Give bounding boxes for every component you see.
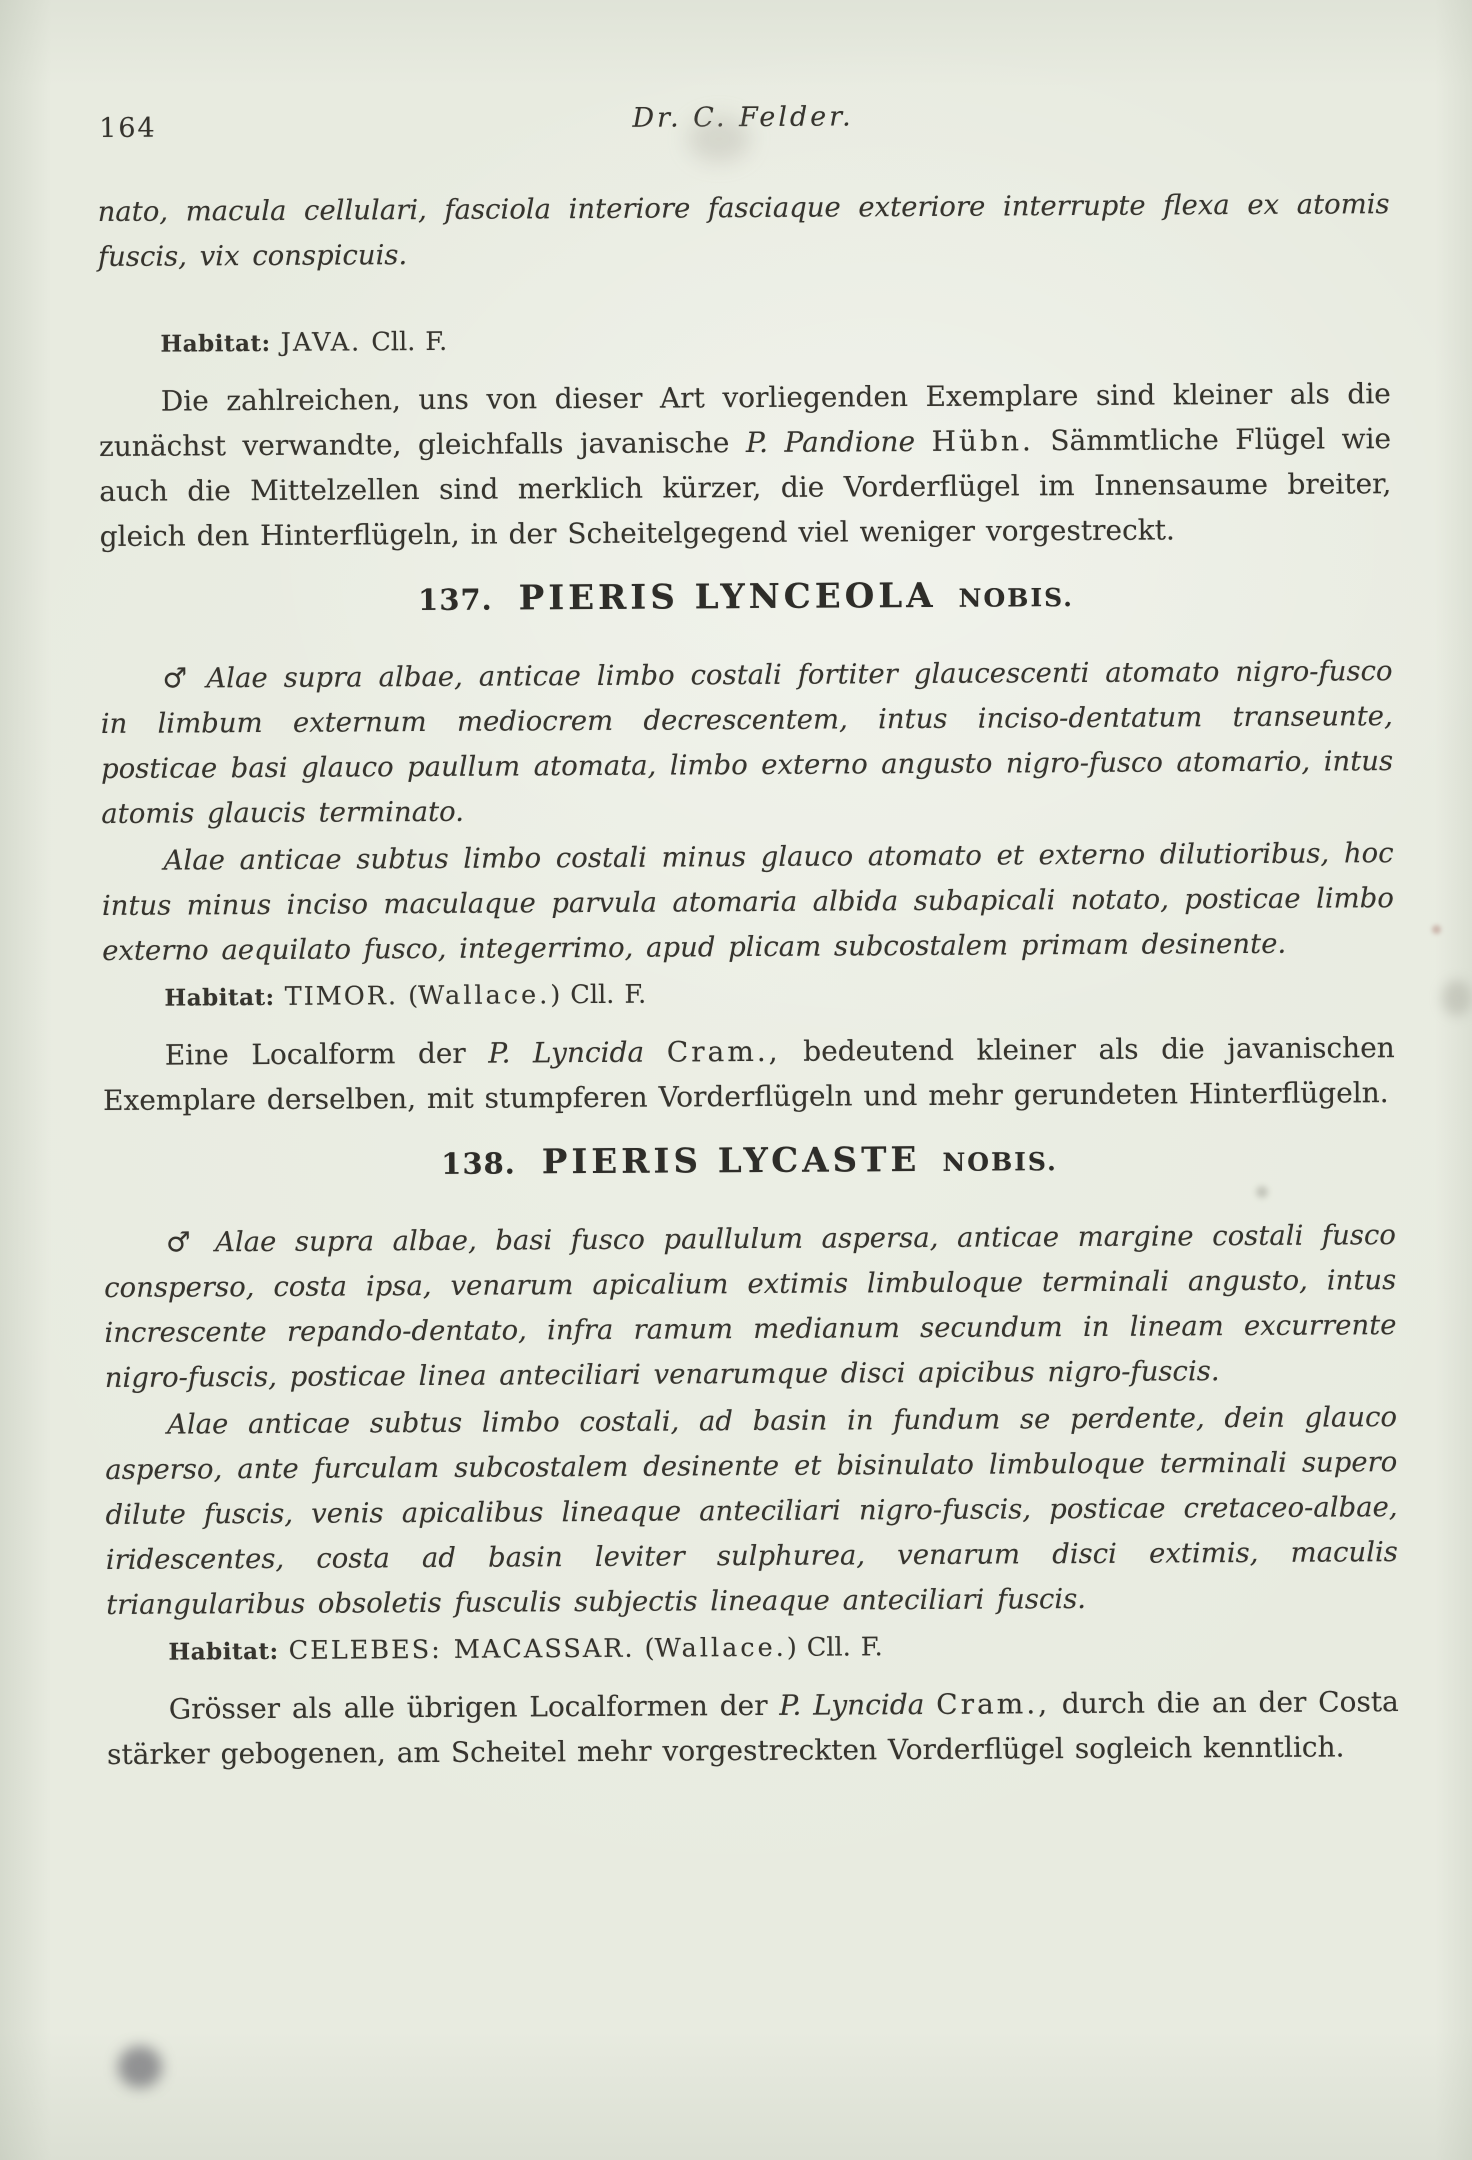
text-segment — [274, 982, 284, 1012]
page-body — [98, 182, 1400, 1777]
text-segment — [644, 1036, 667, 1069]
paper-spot — [1442, 980, 1472, 1016]
text-segment: Cram., — [936, 1687, 1051, 1721]
paper-spot — [1256, 1186, 1268, 1198]
text-segment: P. Pandione — [745, 425, 916, 460]
heading-author: NOBIS. — [942, 1147, 1058, 1177]
text-segment: Cll. F. — [361, 326, 448, 358]
heading-number: 137. — [417, 582, 493, 618]
text-segment: JAVA. — [280, 327, 362, 358]
habitat-line-timor — [164, 972, 1394, 1017]
text-segment: ) Cll. F. — [550, 979, 647, 1011]
text-segment: Habitat: — [168, 1637, 279, 1666]
heading-number: 138. — [441, 1146, 516, 1181]
text-segment: nato, macula cellulari, fasciola interiore fasciaque exteriore interrupte flexa ex atomis fuscis, vix conspicuis. — [97, 188, 1390, 273]
page-number: 164 — [99, 112, 157, 144]
paragraph-latin-diagnosis — [104, 1213, 1397, 1401]
text-segment: CELEBES: MACASSAR. — [288, 1633, 635, 1666]
text-segment — [270, 328, 280, 358]
text-segment: Eine Localform der — [164, 1036, 489, 1072]
text-segment — [915, 425, 932, 458]
running-head-title: Dr. C. Felder. — [632, 101, 854, 134]
paragraph-latin-diagnosis — [100, 649, 1393, 837]
species-heading-137 — [100, 571, 1392, 629]
text-segment: P. Lyncida — [779, 1687, 925, 1722]
habitat-line-celebes — [168, 1626, 1398, 1671]
ink-blot — [118, 2046, 162, 2088]
text-segment: P. Lyncida — [488, 1035, 645, 1070]
text-segment: ( — [634, 1633, 655, 1664]
heading-author: NOBIS. — [958, 583, 1075, 613]
habitat-line-java — [160, 318, 1390, 363]
paragraph-german-remarks — [103, 1025, 1396, 1123]
paragraph-german-remarks — [107, 1679, 1400, 1777]
paper-smudge — [688, 116, 750, 162]
text-segment — [278, 1636, 288, 1666]
heading-title: PIERIS LYCASTE — [541, 1139, 921, 1183]
text-segment: Habitat: — [164, 983, 275, 1012]
text-segment — [924, 1688, 936, 1721]
species-heading-138 — [103, 1135, 1395, 1193]
paragraph-german-remarks — [99, 371, 1392, 559]
text-segment: bedeutend kleiner als die javanischen Exemplare derselben, mit stumpferen Vorderflügeln und mehr gerundeten Hinterflügeln. — [102, 1031, 1395, 1117]
paragraph-latin-diagnosis — [101, 831, 1394, 974]
text-segment: Wallace. — [418, 980, 551, 1012]
text-segment: ♂ Alae supra albae, basi fusco paullulum aspersa, anticae margine costali fusco consperso, costa ipsa, venarum apicalium extimis limbuloque terminali angusto, intus increscente repando-dentato, infra ramum medianum secundum in lineam excurrente nigro-fuscis, posticae linea anteciliari venarumque disci apicibus nigro-fuscis. — [104, 1219, 1397, 1394]
text-segment: Habitat: — [160, 329, 271, 358]
text-segment: TIMOR. — [284, 981, 399, 1012]
paper-spot — [1432, 925, 1441, 934]
text-segment: Alae anticae subtus limbo costali minus glauco atomato et externo dilutioribus, hoc intus minus inciso maculaque parvula atomaria albida subapicali notato, posticae limbo externo aequilato fusco, integerrimo, apud plicam subcostalem primam desinente. — [101, 837, 1394, 967]
paragraph-latin-continuation — [98, 182, 1391, 280]
text-segment: Die zahlreichen, uns von dieser Art vorliegenden Exemplare sind kleiner als die zunächst verwandte, gleichfalls javanische — [98, 377, 1391, 463]
text-segment: Wallace. — [654, 1632, 787, 1664]
text-segment: Alae anticae subtus limbo costali, ad basin in fundum se perdente, dein glauco asperso, ante furculam subcostalem desinente et bisinulato limbuloque terminali supero dilute fuscis, venis apicalibus lineaque anteciliari nigro-fuscis, posticae cretaceo-albae, iridescentes, costa ad basin leviter sulphurea, venarum disci extimis, maculis triangularibus obsoletis fusculis subjectis lineaque anteciliari fuscis. — [105, 1401, 1398, 1621]
heading-title: PIERIS LYNCEOLA — [518, 575, 937, 619]
text-segment: Cram., — [666, 1034, 781, 1069]
text-segment: Hübn. — [931, 424, 1034, 458]
text-segment: Grösser als alle übrigen Localformen der — [168, 1688, 780, 1726]
text-segment: ♂ Alae supra albae, anticae limbo costali fortiter glaucescenti atomato nigro-fusco in limbum externum mediocrem decrescentem, intus inciso-dentatum transeunte, posticae basi glauco paullum atomata, limbo externo angusto nigro-fusco atomario, intus atomis glaucis terminato. — [100, 655, 1394, 830]
text-segment: ( — [397, 981, 419, 1012]
text-segment: ) Cll. F. — [786, 1632, 883, 1663]
text-segment: durch die an der Costa stärker gebogenen, am Scheitel mehr vorgestreckten Vorderflügel sogleich kenntlich. — [106, 1685, 1399, 1771]
paragraph-latin-diagnosis — [105, 1395, 1398, 1628]
page-content — [97, 98, 1399, 1777]
text-segment: Sämmtliche Flügel wie auch die Mittelzellen sind merklich kürzer, die Vorderflügel im Innensaume breiter, gleich den Hinterflügeln, in der Scheitelgegend viel weniger vorgestreckt. — [99, 422, 1392, 553]
